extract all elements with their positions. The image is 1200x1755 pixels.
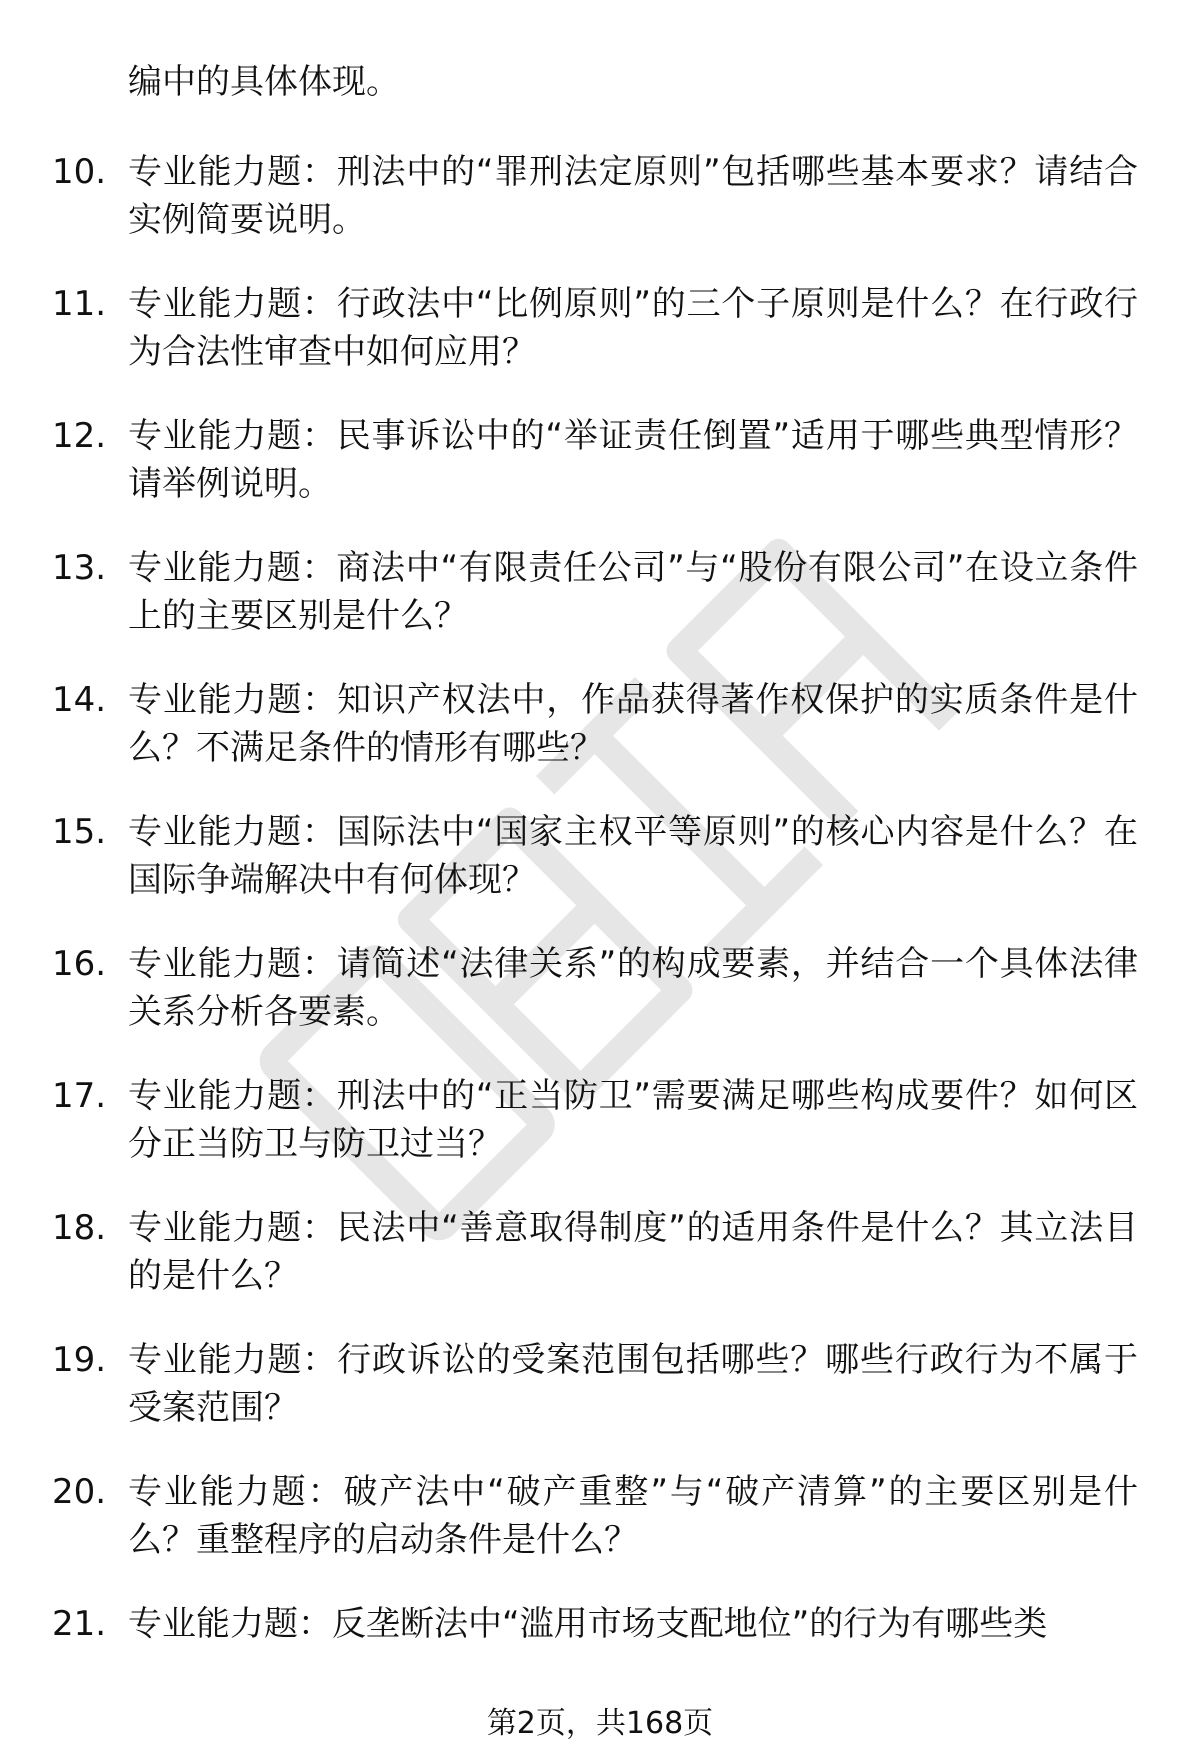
question-item [0,1204,1200,1336]
question-number: 21. [52,1604,107,1644]
question-text: 专业能力题：请简述“法律关系”的构成要素，并结合一个具体法律关系分析各要素。 [128,944,1138,1032]
question-text: 专业能力题：破产法中“破产重整”与“破产清算”的主要区别是什么？重整程序的启动条件是什么？ [128,1472,1138,1560]
question-text: 专业能力题：国际法中“国家主权平等原则”的核心内容是什么？在国际争端解决中有何体现？ [128,812,1138,900]
question-text: 专业能力题：民法中“善意取得制度”的适用条件是什么？其立法目的是什么？ [128,1208,1138,1296]
question-list [0,148,1200,1732]
question-number: 10. [52,152,107,192]
question-number: 20. [52,1472,107,1512]
question-item [0,1072,1200,1204]
question-number: 18. [52,1208,107,1248]
question-item [0,280,1200,412]
question-text: 专业能力题：反垄断法中“滥用市场支配地位”的行为有哪些类 [128,1604,1048,1644]
question-item [0,148,1200,280]
page-footer: 第2页，共168页 [486,1706,714,1741]
question-text: 专业能力题：知识产权法中，作品获得著作权保护的实质条件是什么？不满足条件的情形有哪些？ [128,680,1138,768]
question-text: 专业能力题：刑法中的“正当防卫”需要满足哪些构成要件？如何区分正当防卫与防卫过当？ [128,1076,1138,1164]
question-number: 15. [52,812,107,852]
question-item [0,412,1200,544]
question-text: 专业能力题：民事诉讼中的“举证责任倒置”适用于哪些典型情形？请举例说明。 [128,416,1138,504]
question-item [0,1336,1200,1468]
question-item [0,676,1200,808]
question-number: 13. [52,548,107,588]
question-text: 专业能力题：行政法中“比例原则”的三个子原则是什么？在行政行为合法性审查中如何应用？ [128,284,1138,372]
question-text: 专业能力题：商法中“有限责任公司”与“股份有限公司”在设立条件上的主要区别是什么？ [128,548,1138,636]
question-number: 11. [52,284,107,324]
continuation-text: 编中的具体体现。 [128,62,400,102]
question-number: 14. [52,680,107,720]
question-item [0,1468,1200,1600]
question-text: 专业能力题：刑法中的“罪刑法定原则”包括哪些基本要求？请结合实例简要说明。 [128,152,1138,240]
question-item [0,808,1200,940]
question-item [0,940,1200,1072]
question-number: 17. [52,1076,107,1116]
question-text: 专业能力题：行政诉讼的受案范围包括哪些？哪些行政行为不属于受案范围？ [128,1340,1138,1428]
question-number: 19. [52,1340,107,1380]
question-number: 12. [52,416,107,456]
question-number: 16. [52,944,107,984]
question-item [0,544,1200,676]
